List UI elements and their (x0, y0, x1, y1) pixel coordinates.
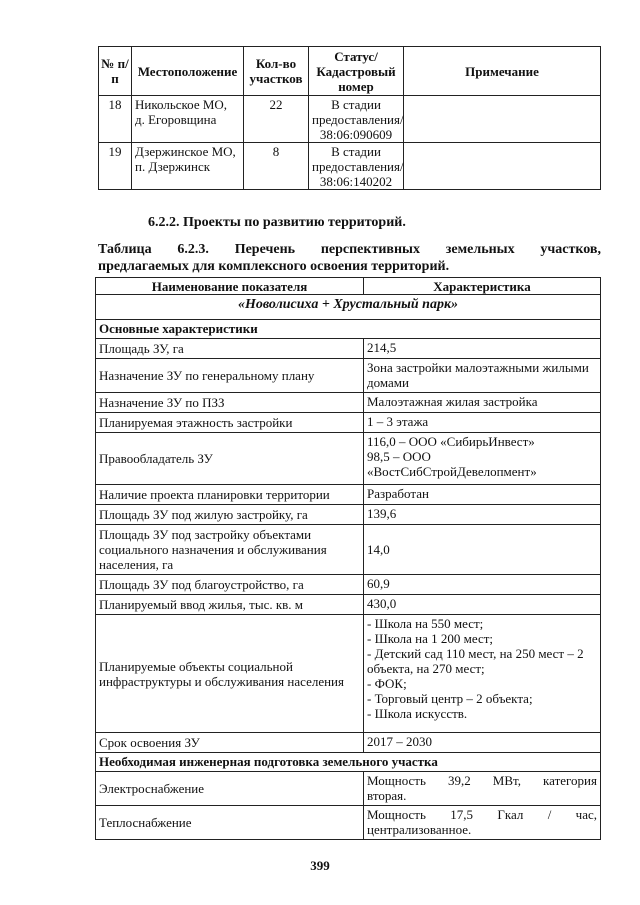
row-value: 14,0 (364, 525, 601, 575)
row-count: 22 (244, 96, 309, 143)
value-word: 39,2 (447, 773, 471, 788)
value-word: Мощность (367, 773, 426, 788)
value-word: Мощность (367, 807, 426, 822)
table-row (96, 433, 601, 485)
value-word: / (547, 807, 552, 822)
project-characteristics-table (95, 277, 601, 840)
section-row (96, 753, 601, 772)
table-row (96, 413, 601, 433)
row-label: Назначение ЗУ по генеральному плану (96, 359, 364, 393)
value-line: «ВостСибСтройДевелопмент» (367, 464, 537, 479)
caption-word: Перечень (234, 242, 296, 257)
table-header-row (96, 278, 601, 295)
value-word: категория (543, 773, 597, 788)
value-line: 116,0 – ООО «СибирьИнвест» (367, 434, 535, 449)
value-word: МВт, (492, 773, 521, 788)
value-word: час, (575, 807, 597, 822)
page-number: 399 (310, 858, 330, 873)
list-item: - ФОК; (367, 676, 407, 691)
row-value: 430,0 (364, 595, 601, 615)
value-line (367, 807, 597, 822)
row-label: Электроснабжение (96, 772, 364, 806)
row-label: Планируемая этажность застройки (96, 413, 364, 433)
row-count: 8 (244, 143, 309, 190)
row-label: Площадь ЗУ под благоустройство, га (96, 575, 364, 595)
table-row (96, 485, 601, 505)
table-row (99, 96, 601, 143)
header-location: Местоположение (132, 47, 244, 96)
header-characteristic: Характеристика (364, 278, 601, 295)
table-row (99, 143, 601, 190)
list-item: - Детский сад 110 мест, на 250 мест – 2 объекта, на 270 мест; (367, 646, 584, 676)
table-row (96, 733, 601, 753)
header-indicator: Наименование показателя (96, 278, 364, 295)
list-item: - Школа на 550 мест; (367, 616, 484, 631)
row-location: Дзержинское МО, п. Дзержинск (132, 143, 244, 190)
row-label: Теплоснабжение (96, 806, 364, 840)
table-row (96, 339, 601, 359)
table-caption (98, 241, 601, 275)
row-label: Срок освоения ЗУ (96, 733, 364, 753)
value-word: 17,5 (450, 807, 473, 822)
value-line: вторая. (367, 788, 407, 803)
list-item: - Школа искусств. (367, 706, 468, 721)
row-label: Назначение ЗУ по ПЗЗ (96, 393, 364, 413)
row-label: Площадь ЗУ под застройку объектами социального назначения и обслуживания населения, га (96, 525, 364, 575)
project-title: «Новолисиха + Хрустальный парк» (96, 295, 601, 320)
caption-word: 6.2.3. (177, 242, 209, 257)
row-label: Наличие проекта планировки территории (96, 485, 364, 505)
caption-line-1 (98, 241, 601, 258)
list-item: - Школа на 1 200 мест; (367, 631, 494, 646)
value-line: централизованное. (367, 822, 472, 837)
row-num: 19 (99, 143, 132, 190)
row-value: Малоэтажная жилая застройка (364, 393, 601, 413)
row-value: 1 – 3 этажа (364, 413, 601, 433)
row-value: 139,6 (364, 505, 601, 525)
section-heading: 6.2.2. Проекты по развитию территорий. (148, 215, 406, 230)
row-value: 2017 – 2030 (364, 733, 601, 753)
caption-word: участков, (540, 242, 601, 257)
value-word: Гкал (497, 807, 524, 822)
caption-word: Таблица (98, 242, 152, 257)
row-label: Площадь ЗУ, га (96, 339, 364, 359)
row-label: Планируемый ввод жилья, тыс. кв. м (96, 595, 364, 615)
section-row (96, 320, 601, 339)
caption-word: перспективных (320, 242, 420, 257)
row-value (364, 806, 601, 840)
table-row (96, 393, 601, 413)
section-main-characteristics: Основные характеристики (96, 320, 601, 339)
row-value (364, 433, 601, 485)
row-note (404, 143, 601, 190)
land-plots-table (98, 46, 601, 190)
table-row (96, 772, 601, 806)
header-count: Кол-во участков (244, 47, 309, 96)
row-value: Разработан (364, 485, 601, 505)
row-label: Площадь ЗУ под жилую застройку, га (96, 505, 364, 525)
row-value: 214,5 (364, 339, 601, 359)
row-location: Никольское МО, д. Егоровщина (132, 96, 244, 143)
row-value (364, 772, 601, 806)
row-value: Зона застройки малоэтажными жилыми домами (364, 359, 601, 393)
caption-word: земельных (445, 242, 515, 257)
header-num: № п/п (99, 47, 132, 96)
row-status: В стадии предоставления/ 38:06:140202 (309, 143, 404, 190)
table-row (96, 575, 601, 595)
table-row (96, 615, 601, 733)
value-line (367, 773, 597, 788)
list-item: - Торговый центр – 2 объекта; (367, 691, 533, 706)
table-row (96, 359, 601, 393)
table-row (96, 806, 601, 840)
row-note (404, 96, 601, 143)
header-note: Примечание (404, 47, 601, 96)
row-label: Правообладатель ЗУ (96, 433, 364, 485)
row-value: 60,9 (364, 575, 601, 595)
table-header-row (99, 47, 601, 96)
group-row (96, 295, 601, 320)
table-row (96, 595, 601, 615)
header-status: Статус/ Кадастровый номер (309, 47, 404, 96)
table-row (96, 525, 601, 575)
row-label: Планируемые объекты социальной инфраструктуры и обслуживания населения (96, 615, 364, 733)
section-engineering: Необходимая инженерная подготовка земельного участка (96, 753, 601, 772)
row-status: В стадии предоставления/ 38:06:090609 (309, 96, 404, 143)
table-row (96, 505, 601, 525)
row-value (364, 615, 601, 733)
caption-line-2: предлагаемых для комплексного освоения территорий. (98, 259, 450, 274)
value-line: 98,5 – ООО (367, 449, 431, 464)
row-num: 18 (99, 96, 132, 143)
